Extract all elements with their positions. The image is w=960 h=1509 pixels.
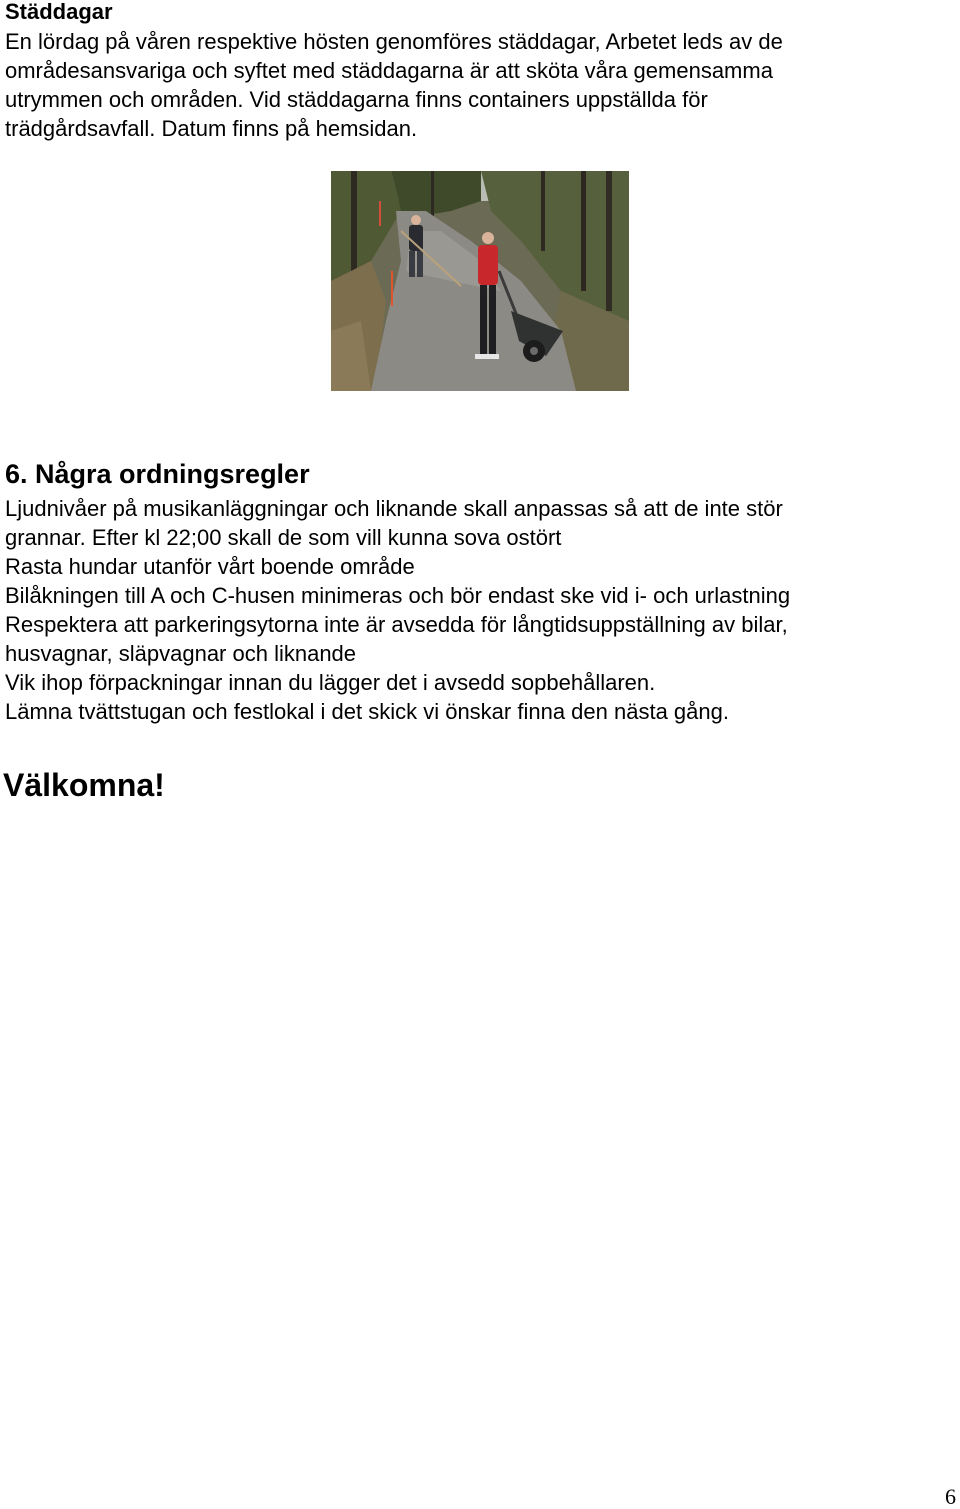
rules-list [5, 494, 950, 726]
rule-line: Ljudnivåer på musikanläggningar och liknande skall anpassas så att de inte stör [5, 496, 783, 521]
rules-heading: 6. Några ordningsregler [5, 459, 310, 489]
rule-line: Rasta hundar utanför vårt boende område [5, 554, 415, 579]
cleaning-day-photo [331, 171, 629, 391]
rule-line: grannar. Efter kl 22;00 skall de som vill kunna sova ostört [5, 525, 562, 550]
rule-line: Respektera att parkeringsytorna inte är avsedda för långtidsuppställning av bilar, [5, 612, 788, 637]
welcome-text: Välkomna! [3, 767, 165, 803]
rule-line: husvagnar, släpvagnar och liknande [5, 641, 357, 666]
rule-line: Bilåkningen till A och C-husen minimeras och bör endast ske vid i- och urlastning [5, 583, 791, 608]
section-heading: Städdagar [5, 0, 113, 24]
page-number: 6 [945, 1484, 956, 1509]
paragraph-line: En lördag på våren respektive hösten genomföres städdagar, Arbetet leds av de [5, 29, 783, 54]
rule-line: Lämna tvättstugan och festlokal i det skick vi önskar finna den nästa gång. [5, 699, 729, 724]
rule-line: Vik ihop förpackningar innan du lägger det i avsedd sopbehållaren. [5, 670, 656, 695]
section-paragraph [5, 27, 945, 143]
paragraph-line: trädgårdsavfall. Datum finns på hemsidan. [5, 116, 418, 141]
paragraph-line: utrymmen och områden. Vid städdagarna finns containers uppställda för [5, 87, 708, 112]
paragraph-line: områdesansvariga och syftet med städdagarna är att sköta våra gemensamma [5, 58, 773, 83]
